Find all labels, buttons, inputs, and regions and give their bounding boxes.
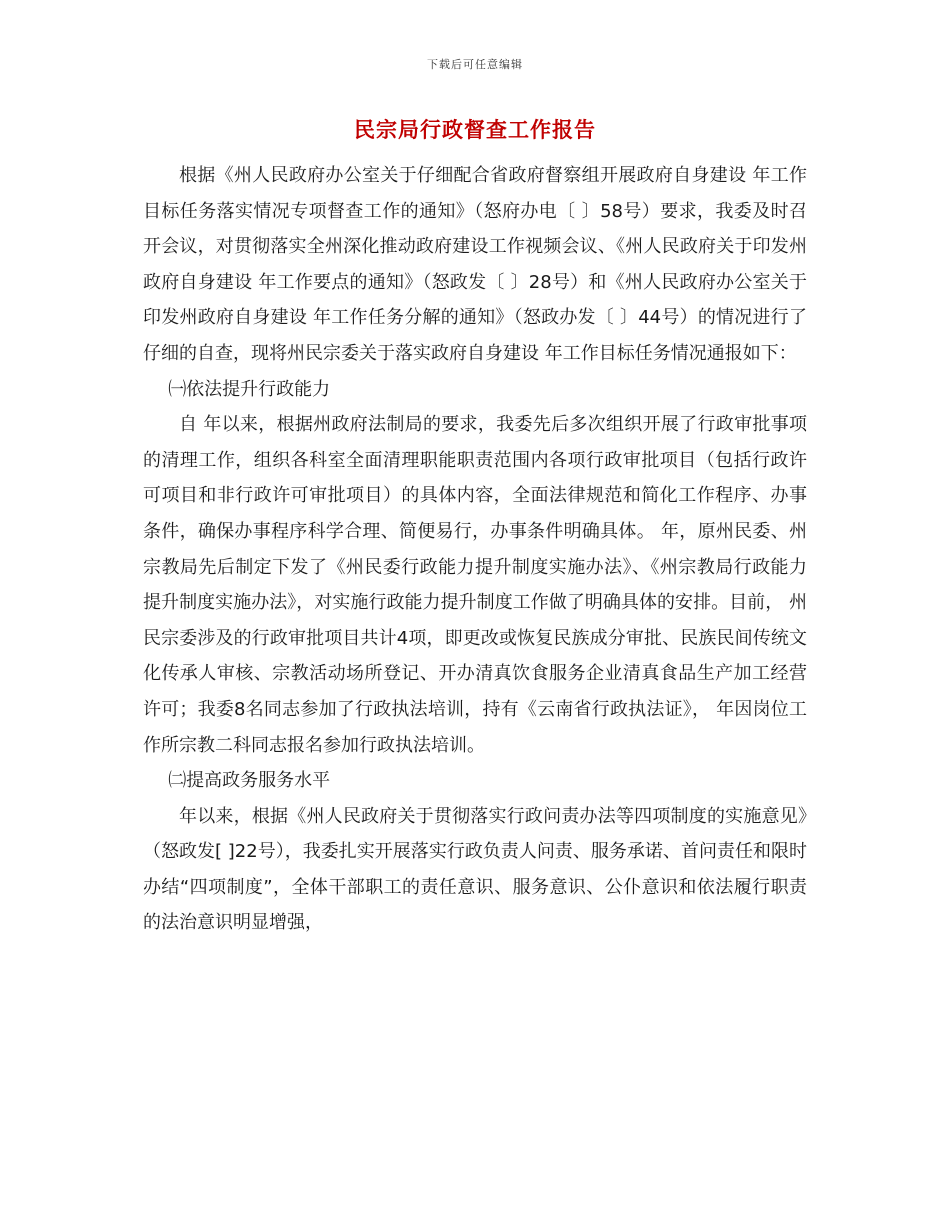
section-heading-2: ㈡提高政务服务水平 <box>168 770 331 792</box>
section-heading-1: ㈠依法提升行政能力 <box>168 378 331 400</box>
paragraph-section-2: 年以来，根据《州人民政府关于贯彻落实行政问责办法等四项制度的实施意见》（怒政发[ ]22号），我委扎实开展落实行政负责人问责、服务承诺、首问责任和限时办结“四项制度”，全体干部职工的责任意识、服务意识、公仆意识和依法履行职责的法治意识明显增强， <box>143 805 807 934</box>
paragraph-intro: 根据《州人民政府办公室关于仔细配合省政府督察组开展政府自身建设 年工作目标任务落实情况专项督查工作的通知》（怒府办电〔 〕58号）要求，我委及时召开会议，对贯彻落实全州深化推动政府建设工作视频会议、《州人民政府关于印发州政府自身建设 年工作要点的通知》（怒政发〔 〕28号）和《州人民政府办公室关于印发州政府自身建设 年工作任务分解的通知》（怒政办发〔 〕44号）的情况进行了仔细的自查，现将州民宗委关于落实政府自身建设 年工作目标任务情况通报如下： <box>143 165 807 364</box>
paragraph-section-1: 自 年以来，根据州政府法制局的要求，我委先后多次组织开展了行政审批事项的清理工作，组织各科室全面清理职能职责范围内各项行政审批项目（包括行政许可项目和非行政许可审批项目）的具体内容，全面法律规范和简化工作程序、办事条件，确保办事程序科学合理、简便易行，办事条件明确具体。 年，原州民委、州宗教局先后制定下发了《州民委行政能力提升制度实施办法》、《州宗教局行政能力提升制度实施办法》，对实施行政能力提升制度工作做了明确具体的安排。目前， 州民宗委涉及的行政审批项目共计4项，即更改或恢复民族成分审批、民族民间传统文化传承人审核、宗教活动场所登记、开办清真饮食服务企业清真食品生产加工经营许可；我委8名同志参加了行政执法培训，持有《云南省行政执法证》， 年因岗位工作所宗教二科同志报名参加行政执法培训。 <box>143 414 807 756</box>
document-title: 民宗局行政督查工作报告 <box>354 118 596 142</box>
header-note: 下载后可任意编辑 <box>427 58 523 71</box>
document-body <box>143 158 807 941</box>
